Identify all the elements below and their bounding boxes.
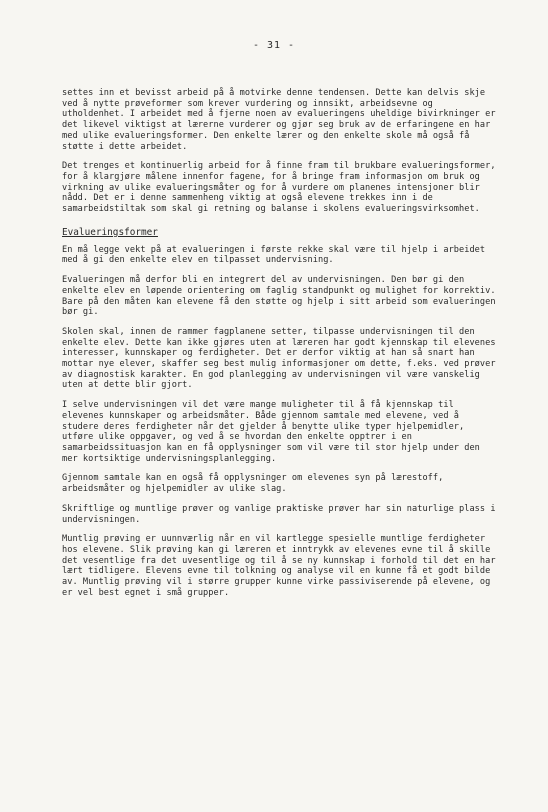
paragraph: Muntlig prøving er uunnværlig når en vil kartlegge spesielle muntlige ferdigheter hos elevene. Slik prøving kan gi læreren et inntrykk av elevenes evne til å skille det vesentlige fra det uvesentlige og til å se ny kunnskap i forhold til det en har lært tidligere. Elevens evne til tolkning og analyse vil en kunne få et godt bilde av. Muntlig prøving vil i større grupper kunne virke passiviserende på elevene, og er vel best egnet i små grupper. [62, 534, 496, 598]
paragraph: settes inn et bevisst arbeid på å motvirke denne tendensen. Dette kan delvis skje ved å nytte prøveformer som krever vurdering og innsikt, arbeidsevne og utholdenhet. I arbeidet med å fjerne noen av evalueringens uheldige bivirkninger er det likevel viktigst at lærerne vurderer og gjør seg bruk av de erfaringene en har med ulike evalueringsformer. Den enkelte lærer og den enkelte skole må også få støtte i dette arbeidet. [62, 88, 496, 152]
paragraph: Det trenges et kontinuerlig arbeid for å finne fram til brukbare evalueringsformer, for å klargjøre målene innenfor fagene, for å bringe fram informasjon om bruk og virkning av ulike evalueringsmåter og for å vurdere om planenes intensjoner blir nådd. Det er i denne sammenheng viktig at også elevene trekkes inn i de samarbeidstiltak som skal gi retning og balanse i skolens evalueringsvirksomhet. [62, 161, 496, 215]
paragraph: Skriftlige og muntlige prøver og vanlige praktiske prøver har sin naturlige plass i undervisningen. [62, 503, 496, 525]
paragraph: Gjennom samtale kan en også få opplysninger om elevenes syn på lærestoff, arbeidsmåter og hjelpemidler av ulike slag. [62, 473, 444, 495]
paragraph: I selve undervisningen vil det være mange muligheter til å få kjennskap til elevenes kunnskaper og arbeidsmåter. Både gjennom samtale med elevene, ved å studere deres ferdigheter når det gjelder å benytte ulike typer hjelpemidler, utføre ulike oppgaver, og ved å se hvordan den enkelte opptrer i en samarbeidssituasjon kan en få opplysninger som vil være til stor hjelp under den mer kortsiktige undervisningsplanlegging. [62, 400, 480, 464]
paragraph: Evalueringen må derfor bli en integrert del av undervisningen. Den bør gi den enkelte elev en løpende orientering om faglig standpunkt og mulighet for korrektiv. Bare på den måten kan elevene få den støtte og hjelp i sitt arbeid som evalueringen bør gi. [62, 275, 496, 318]
paragraph: Skolen skal, innen de rammer fagplanene setter, tilpasse undervisningen til den enkelte elev. Dette kan ikke gjøres uten at læreren har godt kjennskap til elevenes interesser, kunnskaper og ferdigheter. Det er derfor viktig at han så snart han mottar nye elever, skaffer seg best mulig informasjoner om dette, f.eks. ved prøver av diagnostisk karakter. En god planlegging av undervisningen vil være vanskelig uten at dette blir gjort. [62, 326, 496, 391]
page-number: - 31 - [252, 40, 296, 51]
section-heading: Evalueringsformer [62, 226, 158, 238]
paragraph: En må legge vekt på at evalueringen i første rekke skal være til hjelp i arbeidet med å gi den enkelte elev en tilpasset undervisning. [62, 244, 486, 266]
body-text [62, 88, 498, 607]
